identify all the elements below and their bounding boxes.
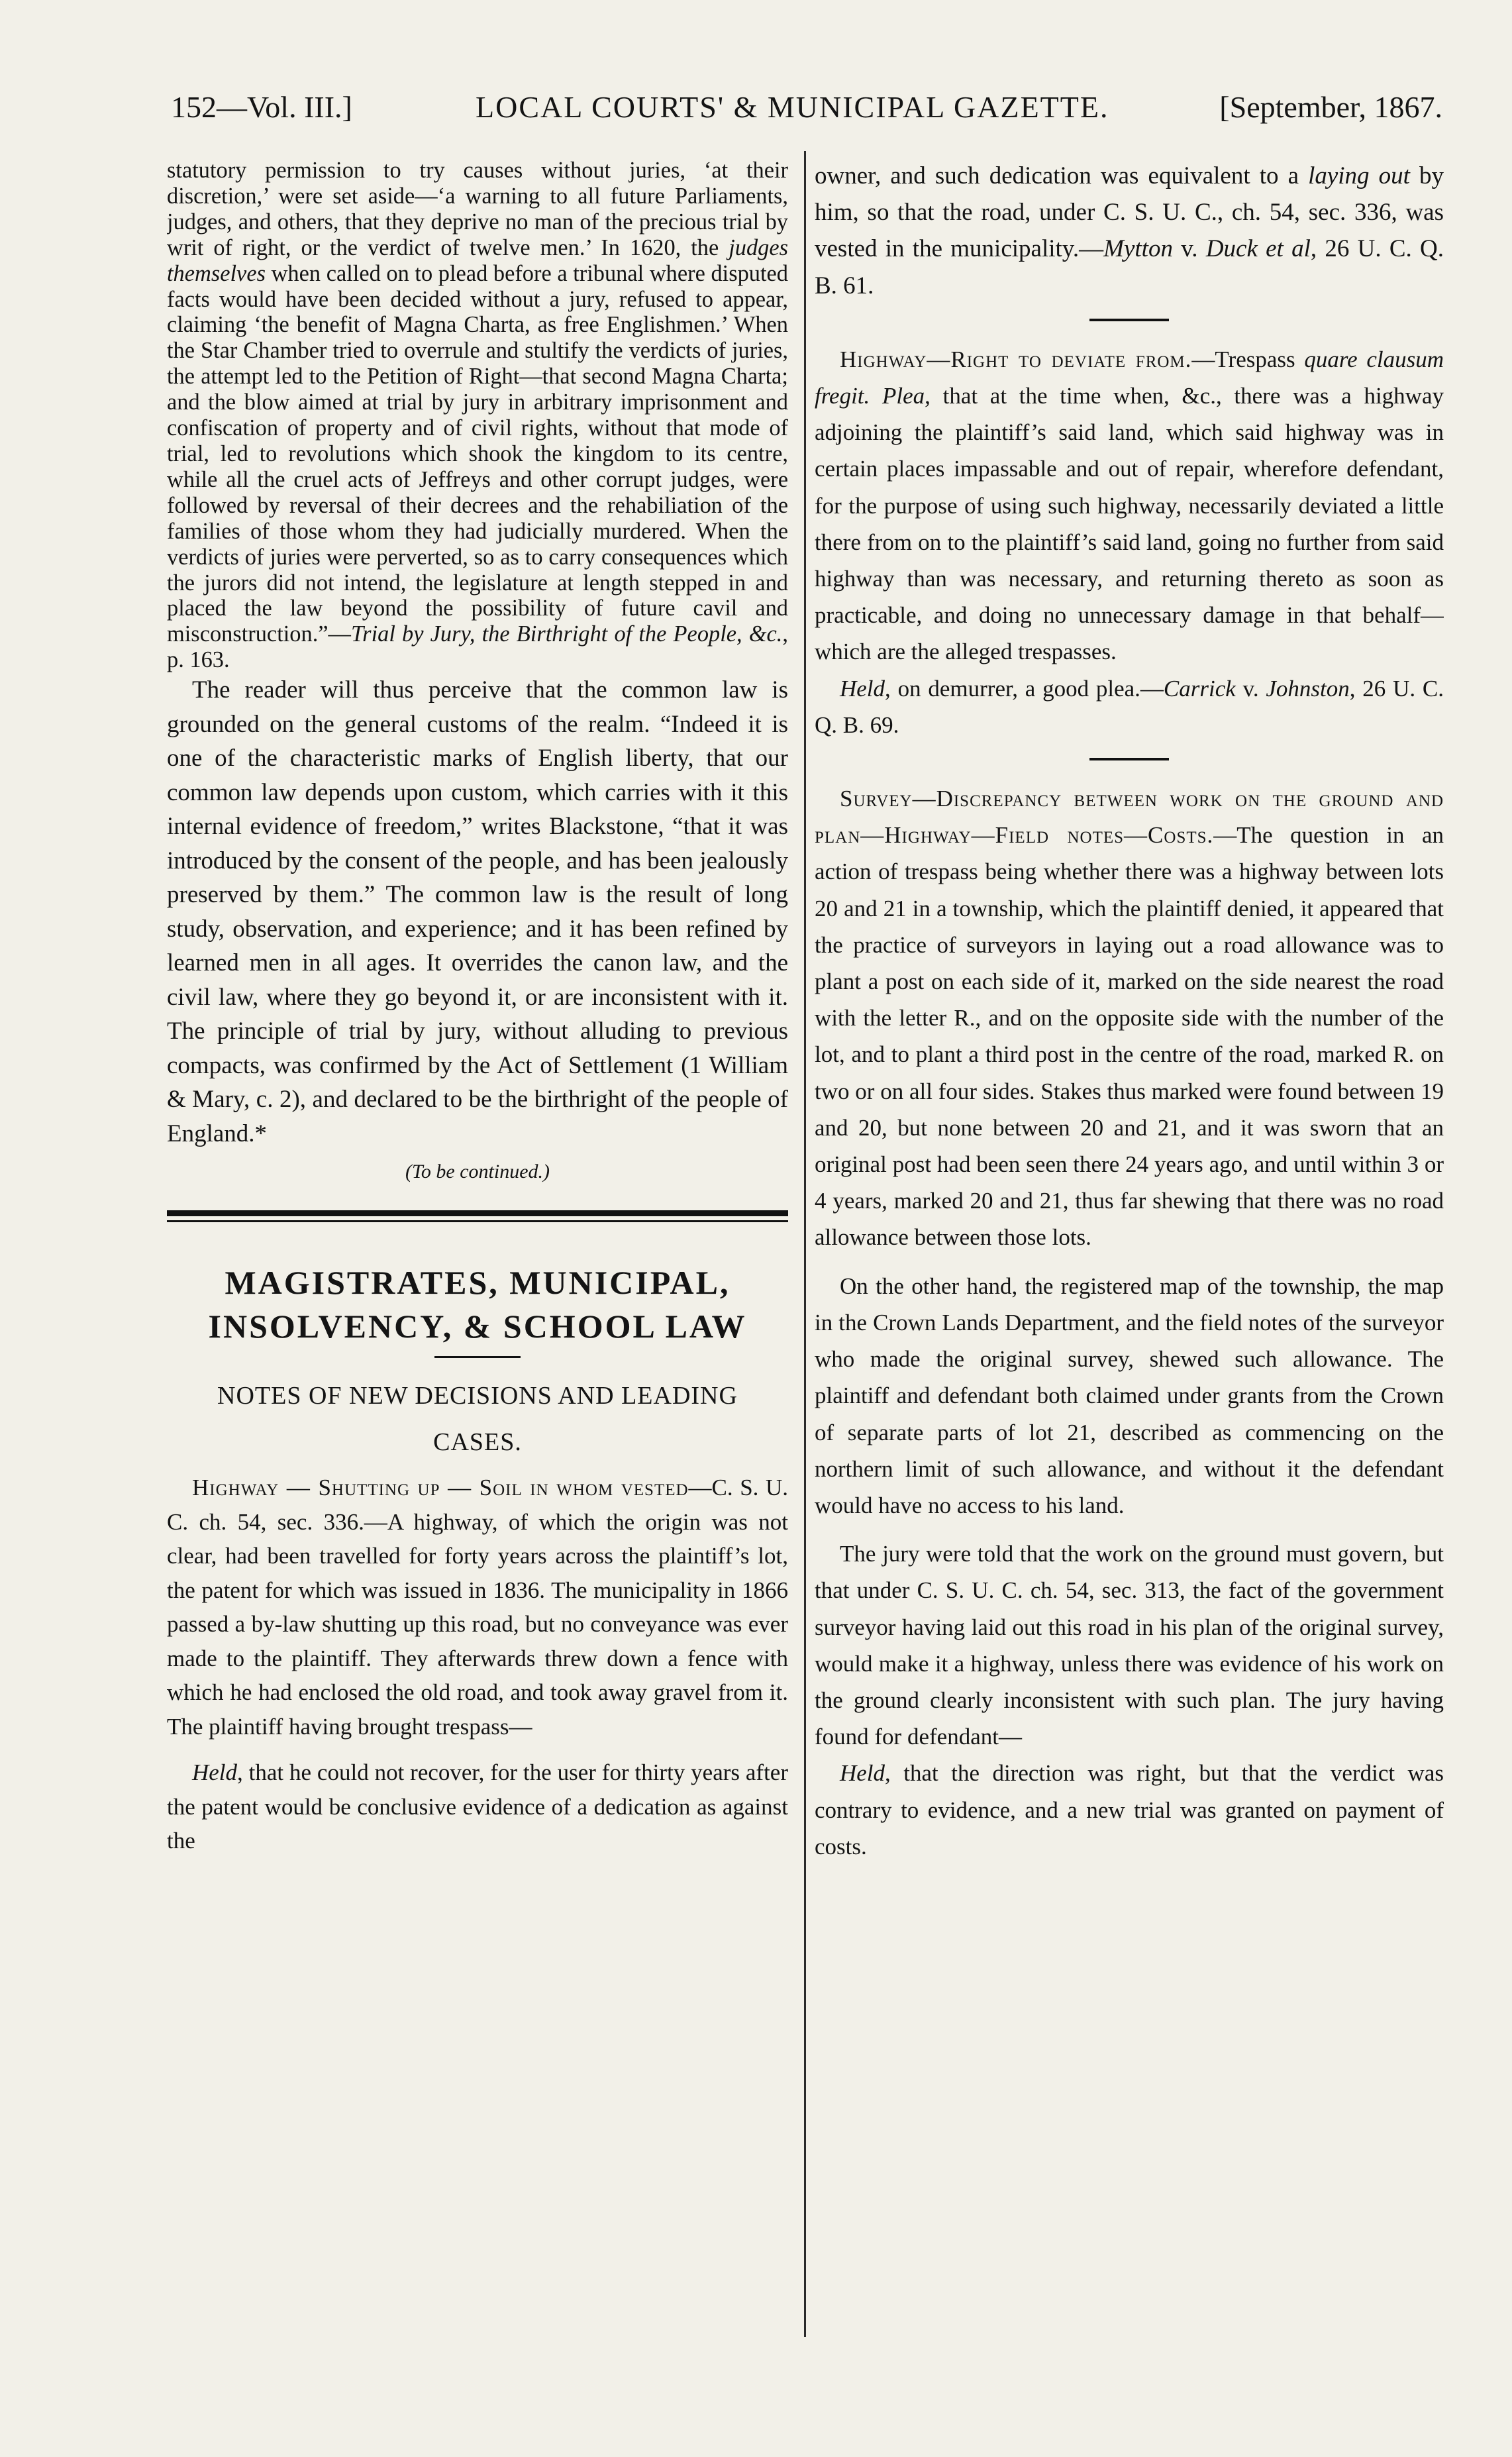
case-survey-discrepancy: Survey—Discrepancy between work on the ground and plan—Highway—Field notes—Costs.—The question in an action of trespass being whether there was a highway between lots 20 and 21 in a township, which the plaintiff denied, it appeared that the practice of surveyors in laying out a road allowance was to plant a post on each side of it, marked on the side nearest the road with the letter R., and on the opposite side with the number of the lot, and to plant a third post in the centre of the road, marked R. on two or on all four sides. Stakes thus marked were found between 19 and 20, but none between 20 and 21, and it was sworn that an original post had been seen there 24 years ago, and until within 3 or 4 years, marked 20 and 21, thus far shewing that there was no road allowance between those lots. [815,786,1444,1251]
column-divider [804,151,806,2337]
common-law-paragraph: The reader will thus perceive that the common law is grounded on the general customs of the realm. “Indeed it is one of the characteristic marks of English liberty, that our common law depends upon custom, which carries with it this internal evidence of freedom,” writes Blackstone, “that it was introduced by the consent of the people, and has been jealously preserved by them.” The common law is the result of long study, observation, and experience; and it has been refined by learned men in all ages. It overrides the canon law, and the civil law, where they go beyond it, or are inconsistent with it. The principle of trial by jury, without alluding to previous compacts, was confirmed by the Act of Settlement (1 William & Mary, c. 2), and declared to be the birthright of the people of England.* [167,676,788,1147]
notes-subtitle-line-1: NOTES OF NEW DECISIONS AND LEADING [217,1382,738,1410]
case-separator [1089,319,1169,321]
case-mytton-continuation: owner, and such dedication was equivalent to a laying out by him, so that the road, under C. S. U. C., ch. 54, sec. 336, was vested in the municipality.—Mytton v. Duck et al, 26 U. C. Q. B. 61. [815,162,1444,299]
case-separator [1089,758,1169,760]
case-highway-shutting-up: Highway — Shutting up — Soil in whom vested—C. S. U. C. ch. 54, sec. 336.—A highway, of which the origin was not clear, had been travelled for forty years across the plaintiff’s lot, the patent for which was issued in 1836. The municipality in 1866 passed a by-law shutting up this road, but no conveyance was ever made to the plaintiff. They afterwards threw down a fence with which he had enclosed the old road, and took away gravel from it. The plaintiff having brought trespass— [167,1475,788,1740]
title-rule [434,1356,521,1358]
header-date: [September, 1867. [1219,90,1442,124]
section-title-line-2: INSOLVENCY, & SCHOOL LAW [208,1308,747,1345]
case-right-to-deviate-held: Held, on demurrer, a good plea.—Carrick v. Johnston, 26 U. C. Q. B. 69. [815,675,1444,738]
header-volume: 152—Vol. III.] [171,90,352,124]
case-highway-shutting-up-held: Held, that he could not recover, for the user for thirty years after the patent would be conclusive evidence of a dedication as against the [167,1759,788,1854]
case-survey-held: Held, that the direction was right, but that the verdict was contrary to evidence, and a new trial was granted on payment of costs. [815,1760,1444,1859]
section-rule-thin [167,1220,788,1222]
case-survey-jury: The jury were told that the work on the ground must govern, but that under C. S. U. C. ch. 54, sec. 313, the fact of the government surveyor having laid out this road in his plan of the original survey, would make it a highway, unless there was evidence of his work on the ground clearly inconsistent with such plan. The jury having found for defendant— [815,1541,1444,1750]
quoted-passage: statutory permission to try causes without juries, ‘at their discretion,’ were set aside—‘a warning to all future Parliaments, judges, and others, that they deprive no man of the precious trial by writ of right, or the verdict of twelve men.’ In 1620, the judges themselves when called on to plead before a tribunal where disputed facts would have been decided without a jury, refused to appear, claiming ‘the benefit of Magna Charta, as free Englishmen.’ When the Star Chamber tried to overrule and stultify the verdicts of juries, the attempt led to the Petition of Right—that second Magna Charta; and the blow aimed at trial by jury in arbitrary imprisonment and confiscation of property and of civil rights, without that mode of trial, led to revolutions which shook the kingdom to its centre, while all the cruel acts of Jeffreys and other corrupt judges, were followed by reversal of their decrees and the rehabiliation of the families of those whom they had judicially murdered. When the verdicts of juries were perverted, so as to carry consequences which the jurors did not intend, the legislature at length stepped in and placed the law beyond the possibility of future cavil and misconstruction.”—Trial by Jury, the Birthright of the People, &c., p. 163. [167,158,788,673]
case-survey-other-hand: On the other hand, the registered map of the township, the map in the Crown Lands Department, and the field notes of the surveyor who made the original survey, shewed such allowance. The plaintiff and defendant both claimed under grants from the Crown of separate parts of lot 21, described as commencing on the northern limit of such allowance, and without it the defendant would have no access to his land. [815,1273,1444,1518]
header-title: LOCAL COURTS' & MUNICIPAL GAZETTE. [476,90,1109,124]
notes-subtitle-line-2: CASES. [433,1428,522,1457]
section-rule-thick [167,1210,788,1216]
section-title-line-1: MAGISTRATES, MUNICIPAL, [225,1264,731,1302]
right-column [815,158,1444,2344]
to-be-continued: (To be continued.) [405,1161,550,1183]
case-right-to-deviate: Highway—Right to deviate from.—Trespass quare clausum fregit. Plea, that at the time when, &c., there was a highway adjoining the plaintiff’s said land, which said highway was in certain places impassable and out of repair, wherefore defendant, for the purpose of using such highway, necessarily deviated a little there from on to the plaintiff’s said land, going no further from said highway than was necessary, and returning thereto as soon as practicable, and doing no unnecessary damage in that behalf—which are the alleged trespasses. [815,346,1444,665]
left-column [167,158,788,2344]
page-header [171,81,1442,134]
